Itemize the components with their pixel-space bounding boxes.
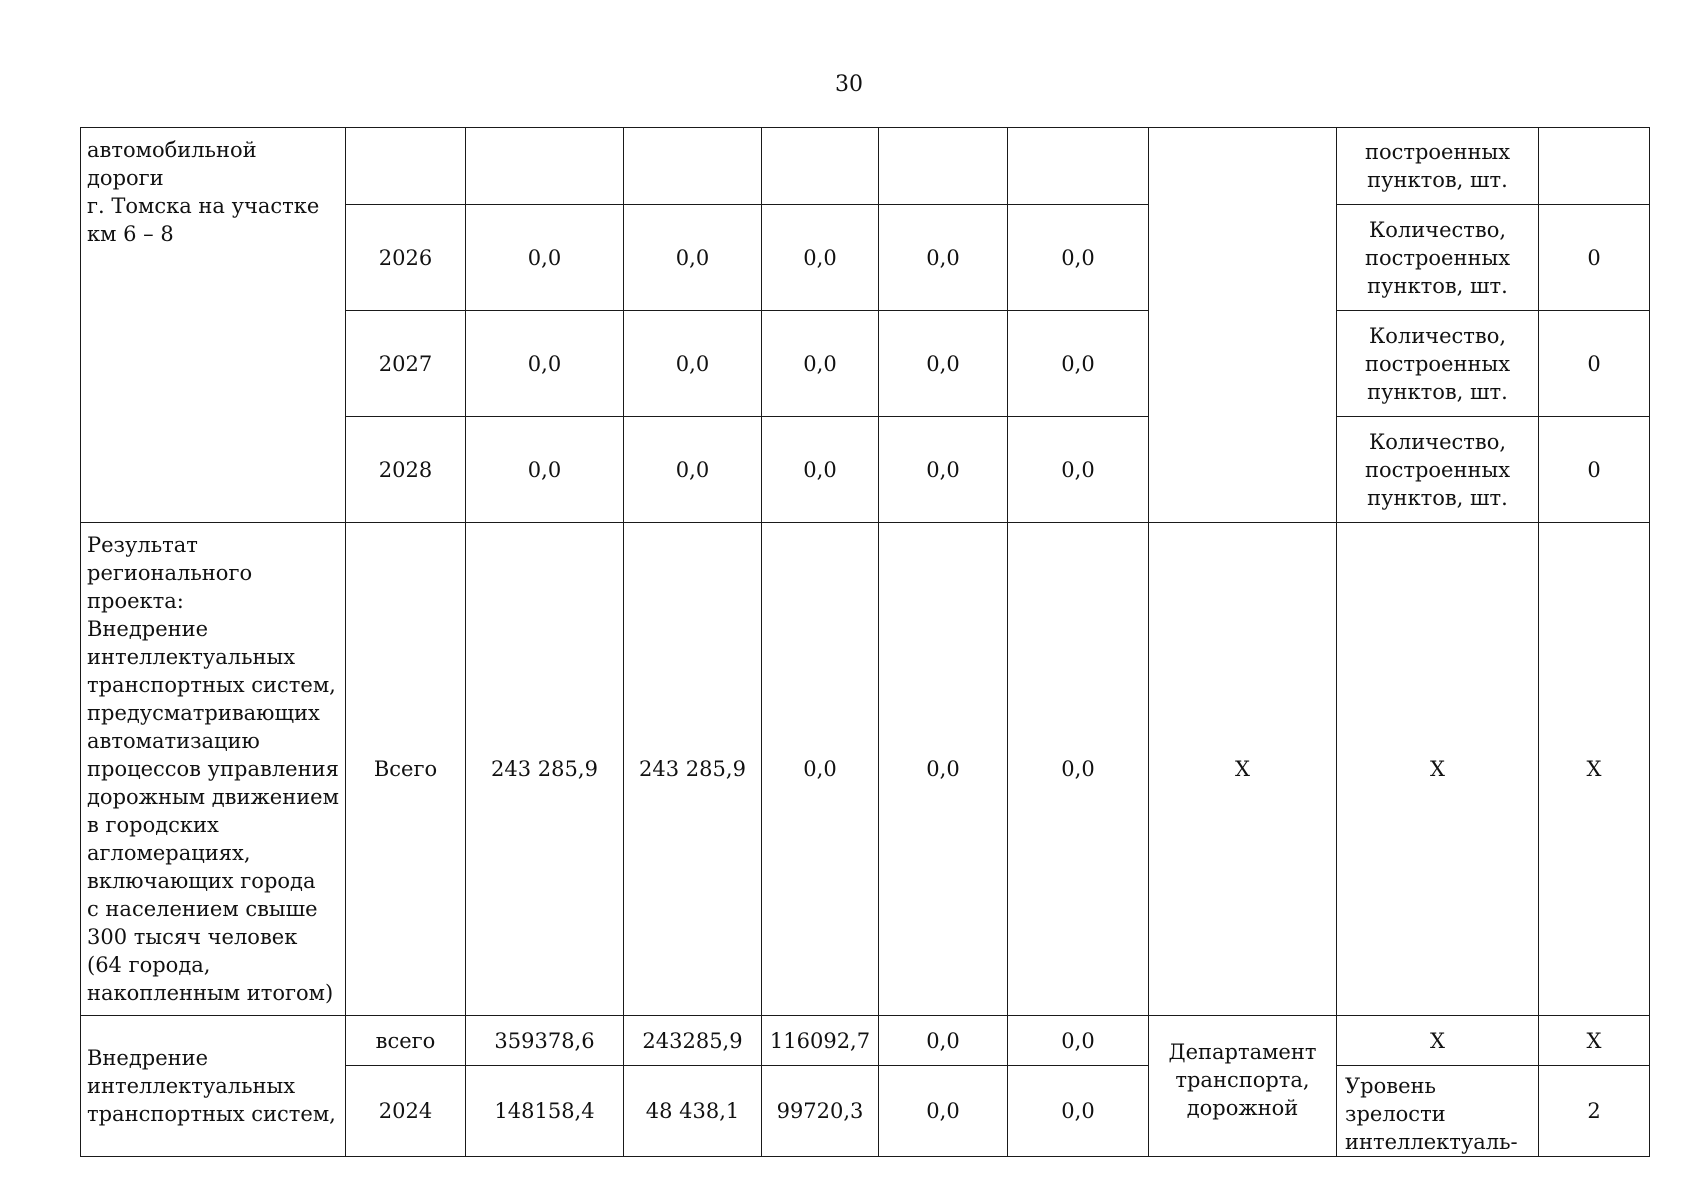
value-cell: 0,0 (466, 417, 624, 523)
value-cell: 0,0 (879, 311, 1008, 417)
value-cell: 0,0 (1008, 417, 1149, 523)
table-row (81, 128, 1650, 205)
table-row (81, 523, 1650, 1016)
responsible-cell: Х (1149, 523, 1337, 1016)
target-cell: 2 (1539, 1066, 1650, 1157)
indicator-cell: Уровень зрелости интеллектуаль- (1337, 1066, 1539, 1157)
value-cell: 0,0 (1008, 1066, 1149, 1157)
indicator-cell: Количество, построенных пунктов, шт. (1337, 311, 1539, 417)
value-cell: 0,0 (1008, 205, 1149, 311)
value-cell: 0,0 (879, 205, 1008, 311)
year-cell: 2027 (346, 311, 466, 417)
value-cell: 243 285,9 (624, 523, 762, 1016)
value-cell: 0,0 (1008, 523, 1149, 1016)
value-cell: 0,0 (762, 205, 879, 311)
value-cell (466, 128, 624, 205)
indicator-cell: Х (1337, 1016, 1539, 1066)
year-cell: всего (346, 1016, 466, 1066)
program-table (80, 127, 1650, 1157)
page-number: 30 (835, 72, 863, 97)
value-cell (762, 128, 879, 205)
indicator-cell: Количество, построенных пунктов, шт. (1337, 417, 1539, 523)
year-cell: 2026 (346, 205, 466, 311)
year-cell: 2028 (346, 417, 466, 523)
value-cell: 0,0 (879, 417, 1008, 523)
responsible-cell (1149, 128, 1337, 523)
value-cell: 0,0 (1008, 311, 1149, 417)
target-cell: Х (1539, 523, 1650, 1016)
value-cell: 359378,6 (466, 1016, 624, 1066)
value-cell: 0,0 (466, 311, 624, 417)
activity-name-cell: автомобильной дороги г. Томска на участке км 6 – 8 (81, 128, 346, 523)
activity-name-cell: Внедрение интеллектуальных транспортных систем, (81, 1016, 346, 1157)
value-cell: 48 438,1 (624, 1066, 762, 1157)
indicator-cell: Х (1337, 523, 1539, 1016)
target-cell: 0 (1539, 205, 1650, 311)
value-cell: 0,0 (762, 311, 879, 417)
value-cell: 0,0 (879, 1016, 1008, 1066)
value-cell: 243285,9 (624, 1016, 762, 1066)
value-cell (624, 128, 762, 205)
indicator-cell: Количество, построенных пунктов, шт. (1337, 205, 1539, 311)
target-cell: Х (1539, 1016, 1650, 1066)
target-cell: 0 (1539, 417, 1650, 523)
value-cell: 243 285,9 (466, 523, 624, 1016)
value-cell: 0,0 (466, 205, 624, 311)
value-cell: 0,0 (879, 523, 1008, 1016)
target-cell: 0 (1539, 311, 1650, 417)
value-cell: 0,0 (624, 205, 762, 311)
value-cell: 0,0 (762, 523, 879, 1016)
year-cell: Всего (346, 523, 466, 1016)
responsible-cell: Департамент транспорта, дорожной (1149, 1016, 1337, 1157)
year-cell: 2024 (346, 1066, 466, 1157)
value-cell: 0,0 (1008, 1016, 1149, 1066)
value-cell: 99720,3 (762, 1066, 879, 1157)
indicator-cell: построенных пунктов, шт. (1337, 128, 1539, 205)
value-cell (1008, 128, 1149, 205)
value-cell: 148158,4 (466, 1066, 624, 1157)
value-cell: 0,0 (624, 311, 762, 417)
value-cell: 116092,7 (762, 1016, 879, 1066)
value-cell: 0,0 (879, 1066, 1008, 1157)
table-row (81, 1016, 1650, 1066)
value-cell: 0,0 (762, 417, 879, 523)
target-cell (1539, 128, 1650, 205)
year-cell (346, 128, 466, 205)
value-cell (879, 128, 1008, 205)
activity-name-cell: Результат регионального проекта: Внедрение интеллектуальных транспортных систем, предусматривающих автоматизацию процессов управления дорожным движением в городских агломерациях, включающих города с населением свыше 300 тысяч человек (64 города, накопленным итогом) (81, 523, 346, 1016)
value-cell: 0,0 (624, 417, 762, 523)
